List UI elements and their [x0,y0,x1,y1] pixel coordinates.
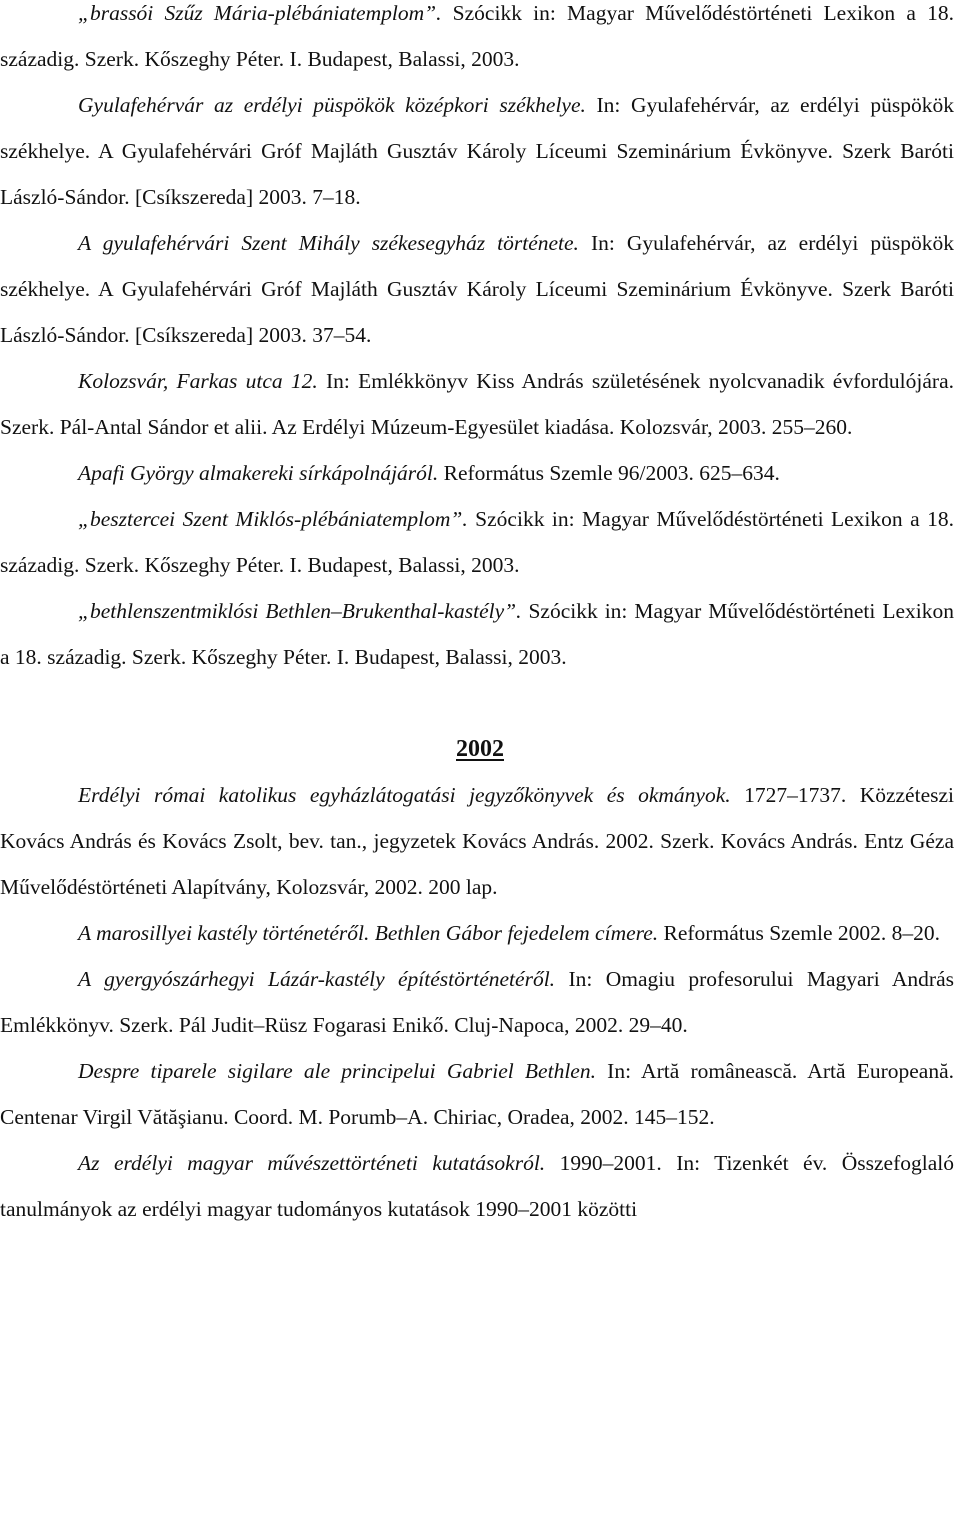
bibliography-entry [0,0,958,82]
entry-title: Kolozsvár, Farkas utca 12. [78,369,318,393]
entry-details: In: Omagiu profesorului Magyari András Emlékkönyv. Szerk. Pál Judit–Rüsz Fogarasi Enikő. Cluj-Napoca, 2002. 29–40. [0,967,954,1037]
bibliography-entry [0,772,958,910]
bibliography-entry [0,220,958,358]
bibliography-entry [0,956,958,1048]
entry-title: Erdélyi római katolikus egyházlátogatási jegyzőkönyvek és okmányok. [78,783,731,807]
entry-details: Szócikk in: Magyar Művelődéstörténeti Lexikon a 18. századig. Szerk. Kőszeghy Péter. I. Budapest, Balassi, 2003. [0,1,955,71]
entry-details: In: Gyulafehérvár, az erdélyi püspökök székhelye. A Gyulafehérvári Gróf Majláth Gusztáv Károly Líceumi Szeminárium Évkönyve. Szerk Baróti László-Sándor. [Csíkszereda] 2003. 7–18. [0,93,954,209]
entry-title: Az erdélyi magyar művészettörténeti kutatásokról. [78,1151,546,1175]
entry-title: A marosillyei kastély történetéről. Bethlen Gábor fejedelem címere. [78,921,659,945]
bibliography-entry [0,588,958,680]
bibliography-entry [0,496,958,588]
entry-details: Szócikk in: Magyar Művelődéstörténeti Lexikon a 18. századig. Szerk. Kőszeghy Péter. I. Budapest, Balassi, 2003. [0,599,955,669]
entry-details: 1990–2001. In: Tizenkét év. Összefoglaló tanulmányok az erdélyi magyar tudományos kutatások 1990–2001 közötti [0,1151,954,1221]
entry-details: Református Szemle 2002. 8–20. [658,921,940,945]
entry-details: Református Szemle 96/2003. 625–634. [438,461,780,485]
bibliography-entry [0,1048,958,1140]
year-heading: 2002 [456,736,504,762]
bibliography-entry [0,450,958,496]
entry-title: Apafi György almakereki sírkápolnájáról. [78,461,439,485]
bibliography-entry [0,82,958,220]
entry-title: Gyulafehérvár az erdélyi püspökök középkori székhelye. [78,93,586,117]
entry-details: 1727–1737. Közzéteszi Kovács András és Kovács Zsolt, bev. tan., jegyzetek Kovács András. 2002. Szerk. Kovács András. Entz Géza Művelődéstörténeti Alapítvány, Kolozsvár, 2002. 200 lap. [0,783,955,899]
entry-details: In: Emlékkönyv Kiss András születésének nyolcvanadik évfordulójára. Szerk. Pál-Antal Sándor et alii. Az Erdélyi Múzeum-Egyesület kiadása. Kolozsvár, 2003. 255–260. [0,369,954,439]
entry-title: „brassói Szűz Mária-plébániatemplom”. [78,1,442,25]
entry-title: A gyulafehérvári Szent Mihály székesegyház története. [78,231,579,255]
section-gap [0,680,960,726]
bibliography-entry [0,358,958,450]
bibliography-entry [0,1140,958,1232]
entry-details: Szócikk in: Magyar Művelődéstörténeti Lexikon a 18. századig. Szerk. Kőszeghy Péter. I. Budapest, Balassi, 2003. [0,507,954,577]
entry-title: „bethlenszentmiklósi Bethlen–Brukenthal-kastély”. [78,599,522,623]
entry-title: Despre tiparele sigilare ale principelui Gabriel Bethlen. [78,1059,596,1083]
entry-details: In: Gyulafehérvár, az erdélyi püspökök székhelye. A Gyulafehérvári Gróf Majláth Gusztáv Károly Líceumi Szeminárium Évkönyve. Szerk Baróti László-Sándor. [Csíkszereda] 2003. 37–54. [0,231,954,347]
bibliography-entry [0,910,958,956]
entry-title: A gyergyószárhegyi Lázár-kastély építéstörténetéről. [78,967,556,991]
entry-title: „besztercei Szent Miklós-plébániatemplom”. [78,507,468,531]
entry-details: In: Artă românească. Artă Europeană. Centenar Virgil Vătăşianu. Coord. M. Porumb–A. Chiriac, Oradea, 2002. 145–152. [0,1059,954,1129]
